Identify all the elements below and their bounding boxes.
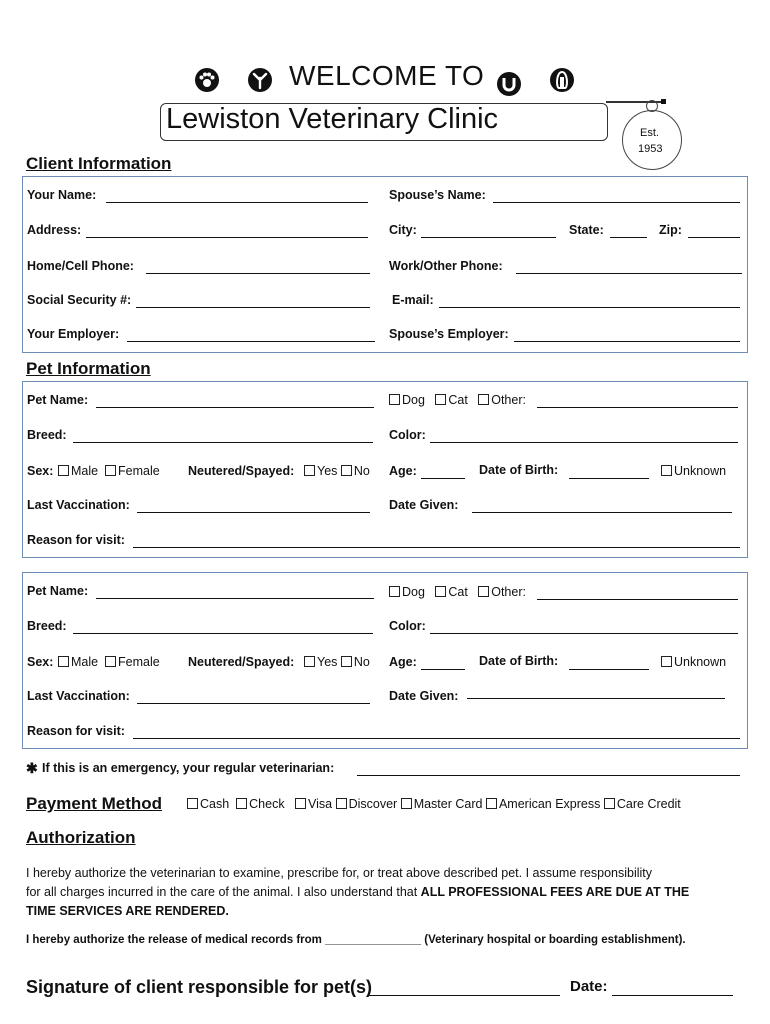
pet-1-neutered-label: Neutered/Spayed: bbox=[188, 464, 295, 478]
city-label: City: bbox=[389, 223, 417, 237]
work-phone-label: Work/Other Phone: bbox=[389, 259, 503, 273]
pet-1-male-checkbox[interactable] bbox=[58, 465, 69, 476]
signature-label: Signature of client responsible for pet(s) bbox=[26, 977, 373, 997]
pet-2-name-label: Pet Name: bbox=[27, 584, 89, 598]
pet-1-neutered-options bbox=[304, 464, 370, 478]
pet-2-male-checkbox[interactable] bbox=[58, 656, 69, 667]
zip-label: Zip: bbox=[659, 223, 682, 237]
payment-carecredit-checkbox[interactable] bbox=[604, 798, 615, 809]
pet-2-name-field[interactable] bbox=[96, 598, 374, 599]
address-field[interactable] bbox=[86, 237, 368, 238]
pet-1-unknown-checkbox[interactable] bbox=[661, 465, 672, 476]
pet-1-cat-checkbox[interactable] bbox=[435, 394, 446, 405]
pet-1-name-field[interactable] bbox=[96, 407, 374, 408]
ssn-field[interactable] bbox=[136, 307, 370, 308]
other-label: Other: bbox=[491, 393, 526, 407]
bird-track-icon bbox=[248, 68, 272, 92]
pet-2-other-checkbox[interactable] bbox=[478, 586, 489, 597]
dog-label: Dog bbox=[402, 585, 425, 599]
pet-2-reason-label: Reason for visit: bbox=[27, 724, 125, 738]
pet-1-dob-field[interactable] bbox=[569, 478, 649, 479]
pet-2-other-field[interactable] bbox=[537, 599, 738, 600]
yes-label: Yes bbox=[317, 655, 338, 669]
pet-1-color-field[interactable] bbox=[430, 442, 738, 443]
pet-1-color-label: Color: bbox=[389, 428, 426, 442]
tag-end bbox=[661, 99, 666, 104]
release-blank-field[interactable]: _______________ bbox=[325, 934, 422, 946]
release-statement bbox=[26, 934, 686, 946]
yes-label: Yes bbox=[317, 464, 338, 478]
employer-label: Your Employer: bbox=[27, 327, 120, 341]
release-text-b: (Veterinary hospital or boarding establishment). bbox=[421, 934, 686, 946]
pet-1-dob-label: Date of Birth: bbox=[479, 463, 559, 477]
pet-2-age-field[interactable] bbox=[421, 669, 465, 670]
pet-2-reason-field[interactable] bbox=[133, 738, 740, 739]
pet-1-reason-label: Reason for visit: bbox=[27, 533, 125, 547]
pet-2-dob-label: Date of Birth: bbox=[479, 654, 559, 668]
work-phone-field[interactable] bbox=[516, 273, 742, 274]
tag-year: 1953 bbox=[638, 143, 663, 155]
payment-carecredit-label: Care Credit bbox=[616, 797, 681, 811]
pet-2-unknown-checkbox[interactable] bbox=[661, 656, 672, 667]
payment-mastercard-checkbox[interactable] bbox=[401, 798, 412, 809]
auth-line-2b: ALL PROFESSIONAL FEES ARE DUE AT THE bbox=[420, 885, 690, 899]
employer-field[interactable] bbox=[127, 341, 375, 342]
payment-discover-checkbox[interactable] bbox=[336, 798, 347, 809]
pet-2-neutered-options bbox=[304, 655, 370, 669]
pet-1-name-label: Pet Name: bbox=[27, 393, 89, 407]
address-label: Address: bbox=[27, 223, 82, 237]
pet-2-cat-checkbox[interactable] bbox=[435, 586, 446, 597]
spouse-employer-label: Spouse’s Employer: bbox=[389, 327, 509, 341]
other-label: Other: bbox=[491, 585, 526, 599]
pet-1-date-given-field[interactable] bbox=[472, 512, 732, 513]
signature-date-field[interactable] bbox=[612, 995, 733, 996]
payment-cash-checkbox[interactable] bbox=[187, 798, 198, 809]
spouse-name-label: Spouse’s Name: bbox=[389, 188, 486, 202]
est-tag bbox=[622, 110, 682, 170]
pet-2-female-checkbox[interactable] bbox=[105, 656, 116, 667]
payment-discover-label: Discover bbox=[348, 797, 398, 811]
dog-label: Dog bbox=[402, 393, 425, 407]
payment-title: Payment Method bbox=[26, 794, 163, 813]
pet-2-dog-checkbox[interactable] bbox=[389, 586, 400, 597]
no-label: No bbox=[353, 464, 370, 478]
horseshoe-icon bbox=[497, 72, 521, 96]
pet-2-age-label: Age: bbox=[389, 655, 417, 669]
signature-field[interactable] bbox=[368, 995, 560, 996]
payment-amex-checkbox[interactable] bbox=[486, 798, 497, 809]
authorization-paragraph bbox=[26, 864, 746, 921]
zip-field[interactable] bbox=[688, 237, 740, 238]
pet-1-age-field[interactable] bbox=[421, 478, 465, 479]
pet-1-dog-checkbox[interactable] bbox=[389, 394, 400, 405]
pet-1-species bbox=[389, 393, 526, 407]
paw-icon bbox=[195, 68, 219, 92]
male-label: Male bbox=[71, 655, 99, 669]
auth-line-1: I hereby authorize the veterinarian to examine, prescribe for, or treat above described pet. I assume responsibility bbox=[26, 866, 653, 880]
payment-visa-checkbox[interactable] bbox=[295, 798, 306, 809]
emergency-label: If this is an emergency, your regular veterinarian: bbox=[42, 761, 335, 775]
tag-est: Est. bbox=[640, 127, 659, 139]
payment-amex-label: American Express bbox=[498, 797, 601, 811]
pet-1-sex-options bbox=[58, 464, 160, 478]
pet-1-sex-label: Sex: bbox=[27, 464, 54, 478]
pet-2-color-field[interactable] bbox=[430, 633, 738, 634]
cat-label: Cat bbox=[448, 393, 468, 407]
pet-2-breed-label: Breed: bbox=[27, 619, 67, 633]
pet-1-yes-checkbox[interactable] bbox=[304, 465, 315, 476]
unknown-label: Unknown bbox=[674, 655, 727, 669]
home-phone-field[interactable] bbox=[146, 273, 370, 274]
pet-2-neutered-label: Neutered/Spayed: bbox=[188, 655, 295, 669]
pet-1-female-checkbox[interactable] bbox=[105, 465, 116, 476]
pet-2-sex-label: Sex: bbox=[27, 655, 54, 669]
auth-line-2a: for all charges incurred in the care of the animal. I also understand that bbox=[26, 885, 421, 899]
pet-2-unknown bbox=[661, 655, 726, 669]
male-label: Male bbox=[71, 464, 99, 478]
payment-check-checkbox[interactable] bbox=[236, 798, 247, 809]
state-field[interactable] bbox=[610, 237, 647, 238]
your-name-label: Your Name: bbox=[27, 188, 97, 202]
pet-1-other-checkbox[interactable] bbox=[478, 394, 489, 405]
pet-2-sex-options bbox=[58, 655, 160, 669]
payment-mastercard-label: Master Card bbox=[413, 797, 483, 811]
pet-2-dob-field[interactable] bbox=[569, 669, 649, 670]
release-text-a: I hereby authorize the release of medical records from bbox=[26, 934, 326, 946]
pet-2-last-vacc-label: Last Vaccination: bbox=[27, 689, 130, 703]
spouse-name-field[interactable] bbox=[493, 202, 740, 203]
authorization-title: Authorization bbox=[26, 828, 136, 847]
client-info-title: Client Information bbox=[26, 154, 172, 173]
state-label: State: bbox=[569, 223, 604, 237]
pet-1-date-given-label: Date Given: bbox=[389, 498, 459, 512]
emergency-vet-field[interactable] bbox=[357, 775, 740, 776]
city-field[interactable] bbox=[421, 237, 556, 238]
pet-1-no-checkbox[interactable] bbox=[341, 465, 352, 476]
female-label: Female bbox=[118, 464, 160, 478]
pet-2-yes-checkbox[interactable] bbox=[304, 656, 315, 667]
email-field[interactable] bbox=[439, 307, 740, 308]
asterisk-icon: ✱ bbox=[26, 760, 38, 776]
no-label: No bbox=[353, 655, 370, 669]
pet-2-breed-field[interactable] bbox=[73, 633, 373, 634]
pet-1-last-vacc-label: Last Vaccination: bbox=[27, 498, 130, 512]
pet-2-species bbox=[389, 585, 526, 599]
pet-1-unknown bbox=[661, 464, 726, 478]
unknown-label: Unknown bbox=[674, 464, 727, 478]
pet-1-other-field[interactable] bbox=[537, 407, 738, 408]
pet-1-breed-label: Breed: bbox=[27, 428, 67, 442]
signature-date-label: Date: bbox=[570, 978, 608, 995]
spouse-employer-field[interactable] bbox=[514, 341, 740, 342]
pet-1-last-vacc-field[interactable] bbox=[137, 512, 370, 513]
email-label: E-mail: bbox=[392, 293, 434, 307]
pet-1-age-label: Age: bbox=[389, 464, 417, 478]
payment-check-label: Check bbox=[249, 797, 285, 811]
payment-options bbox=[187, 797, 681, 811]
female-label: Female bbox=[118, 655, 160, 669]
auth-line-3: TIME SERVICES ARE RENDERED. bbox=[26, 904, 229, 918]
hoof-icon bbox=[550, 68, 574, 92]
pet-2-color-label: Color: bbox=[389, 619, 426, 633]
pet-2-date-given-label: Date Given: bbox=[389, 689, 459, 703]
pet-2-no-checkbox[interactable] bbox=[341, 656, 352, 667]
payment-cash-label: Cash bbox=[200, 797, 230, 811]
pet-2-date-given-field[interactable] bbox=[467, 698, 725, 699]
ssn-label: Social Security #: bbox=[27, 293, 132, 307]
pet-info-title: Pet Information bbox=[26, 359, 151, 378]
welcome-text: WELCOME TO bbox=[289, 60, 485, 91]
pet-2-last-vacc-field[interactable] bbox=[137, 703, 370, 704]
your-name-field[interactable] bbox=[106, 202, 368, 203]
clinic-name: Lewiston Veterinary Clinic bbox=[166, 103, 499, 135]
payment-visa-label: Visa bbox=[308, 797, 333, 811]
cat-label: Cat bbox=[448, 585, 468, 599]
pet-1-reason-field[interactable] bbox=[133, 547, 740, 548]
home-phone-label: Home/Cell Phone: bbox=[27, 259, 134, 273]
pet-1-breed-field[interactable] bbox=[73, 442, 373, 443]
